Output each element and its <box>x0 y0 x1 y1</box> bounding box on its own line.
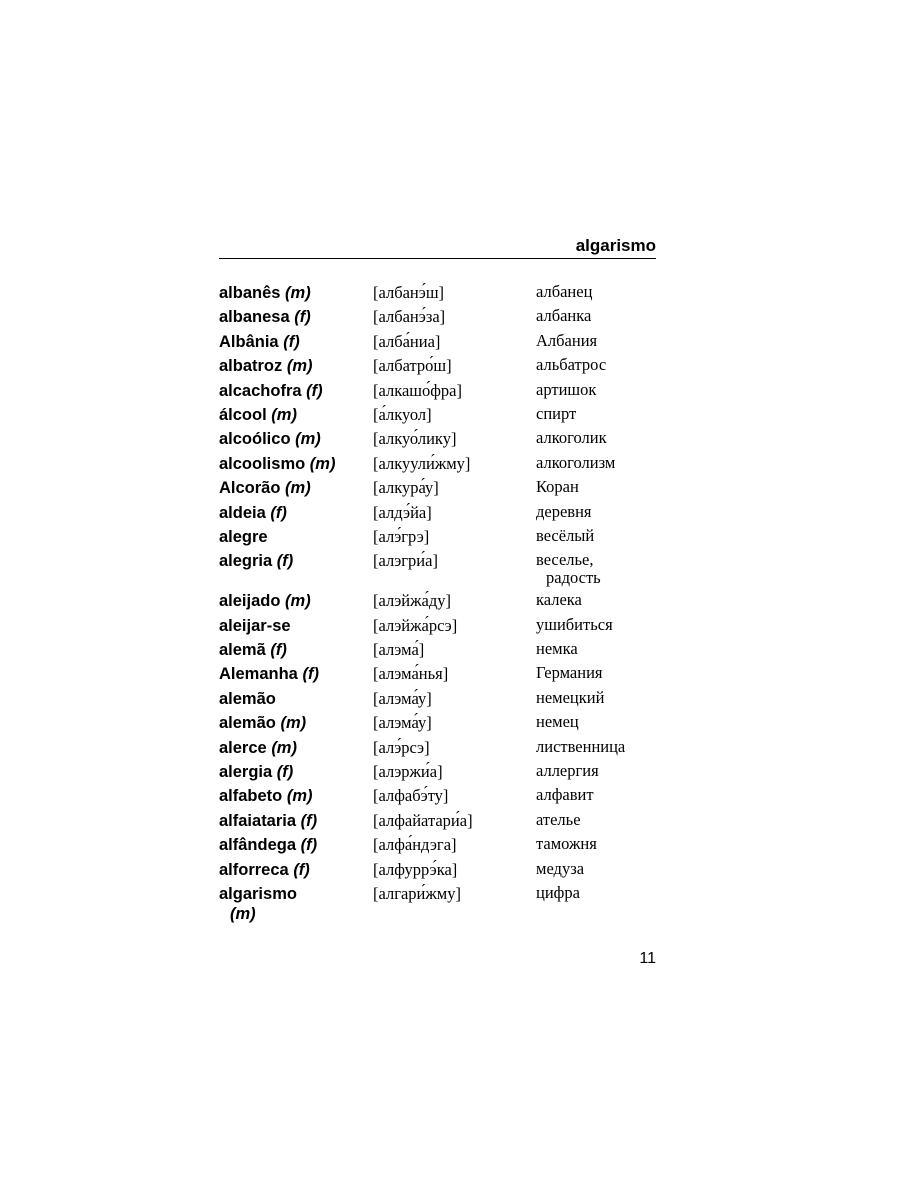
translation: алкоголик <box>536 428 607 448</box>
dictionary-entry <box>219 429 659 453</box>
dictionary-entry <box>219 762 659 786</box>
headword: alegria (f) <box>219 552 294 571</box>
headword: algarismo (m) <box>219 884 369 924</box>
pronunciation: [алэгри́а] <box>373 551 438 571</box>
pronunciation: [а́лкуол] <box>373 404 432 424</box>
gender-label: (m) <box>286 787 313 806</box>
translation: веселье, радость <box>536 550 601 588</box>
dictionary-entry <box>219 811 659 835</box>
dictionary-entry <box>219 503 659 527</box>
headword: Alcorão (m) <box>219 479 311 498</box>
gender-label: (f) <box>270 641 287 660</box>
pronunciation: [албатро́ш] <box>373 356 452 376</box>
dictionary-entry <box>219 307 659 331</box>
headword: alcoólico (m) <box>219 430 321 449</box>
gender-label: (f) <box>300 836 318 855</box>
translation: калека <box>536 590 582 610</box>
headword: alforreca (f) <box>219 860 310 879</box>
translation: немец <box>536 712 579 732</box>
gender-label: (f) <box>293 860 310 879</box>
dictionary-entry <box>219 713 659 737</box>
headword: alfabeto (m) <box>219 787 313 806</box>
dictionary-entry <box>219 356 659 380</box>
dictionary-entry <box>219 283 659 307</box>
pronunciation: [алэйжа́ду] <box>373 591 451 611</box>
translation: немка <box>536 639 578 659</box>
pronunciation: [алфайатари́а] <box>373 810 473 830</box>
dictionary-entry <box>219 551 659 591</box>
headword: albatroz (m) <box>219 357 313 376</box>
translation: албанец <box>536 282 593 301</box>
headword: alemão (m) <box>219 714 307 733</box>
translation: албанка <box>536 306 592 326</box>
headword: albanês (m) <box>219 284 311 302</box>
headword: alcoolismo (m) <box>219 454 336 473</box>
pronunciation: [алкура́у] <box>373 478 439 498</box>
dictionary-entry <box>219 332 659 356</box>
headword: albanesa (f) <box>219 308 311 327</box>
translation: Коран <box>536 477 579 497</box>
translation: алкоголизм <box>536 452 616 472</box>
translation: аллергия <box>536 761 599 781</box>
headword: alegre <box>219 527 268 546</box>
pronunciation: [алэйжа́рсэ] <box>373 615 458 635</box>
gender-label: (m) <box>285 592 311 611</box>
headword: aleijar-se <box>219 616 291 635</box>
translation: таможня <box>536 834 597 854</box>
gender-label: (f) <box>306 381 323 400</box>
pronunciation: [алкуо́лику] <box>373 429 457 449</box>
pronunciation: [алэ́грэ] <box>373 526 430 546</box>
gender-label: (f) <box>294 308 311 327</box>
dictionary-entry <box>219 381 659 405</box>
headword: alemão <box>219 689 276 708</box>
gender-label: (m) <box>271 405 297 424</box>
pronunciation: [албанэ́ш] <box>373 283 445 302</box>
pronunciation: [алэ́рсэ] <box>373 737 430 757</box>
dictionary-entry <box>219 616 659 640</box>
dictionary-entry <box>219 860 659 884</box>
headword: alfaiataria (f) <box>219 811 318 830</box>
pronunciation: [алэма́] <box>373 640 425 660</box>
dictionary-entry <box>219 527 659 551</box>
translation: Албания <box>536 330 598 350</box>
translation: Германия <box>536 663 603 683</box>
gender-label: (m) <box>285 479 311 498</box>
pronunciation: [алдэ́йа] <box>373 502 432 522</box>
gender-label: (f) <box>300 811 318 830</box>
dictionary-entry <box>219 640 659 664</box>
headword: alergia (f) <box>219 763 294 782</box>
headword: aleijado (m) <box>219 592 311 611</box>
headword: aldeia (f) <box>219 503 287 522</box>
dictionary-entry <box>219 454 659 478</box>
gender-label: (m) <box>271 738 297 757</box>
dictionary-entry <box>219 405 659 429</box>
pronunciation: [алэма́у] <box>373 713 432 733</box>
gender-label: (f) <box>276 763 294 782</box>
headword: álcool (m) <box>219 405 297 424</box>
headword: alfândega (f) <box>219 836 318 855</box>
translation: цифра <box>536 882 580 902</box>
headword: alemã (f) <box>219 641 287 660</box>
dictionary-entry <box>219 664 659 688</box>
gender-label: (m) <box>309 454 336 473</box>
translation: медуза <box>536 858 585 878</box>
translation: алфавит <box>536 785 594 805</box>
gender-label: (f) <box>276 552 294 571</box>
pronunciation: [алгари́жму] <box>373 883 461 903</box>
pronunciation: [алфабэ́ту] <box>373 786 449 806</box>
dictionary-entry <box>219 689 659 713</box>
headword: Alemanha (f) <box>219 665 319 684</box>
pronunciation: [алкуули́жму] <box>373 453 471 473</box>
dictionary-entries <box>219 283 659 924</box>
gender-label: (m) <box>286 357 313 376</box>
pronunciation: [алфа́ндэга] <box>373 835 457 855</box>
gender-label: (m) <box>285 284 311 302</box>
page-header <box>219 236 656 259</box>
translation: ателье <box>536 809 581 829</box>
pronunciation: [албанэ́за] <box>373 307 446 327</box>
gender-label: (f) <box>283 332 300 351</box>
pronunciation: [алба́ниа] <box>373 331 441 351</box>
page-number: 11 <box>639 950 656 967</box>
translation: спирт <box>536 403 577 423</box>
dictionary-entry <box>219 786 659 810</box>
gender-label: (m) <box>230 904 256 923</box>
headword: alerce (m) <box>219 738 297 757</box>
pronunciation: [алэма́нья] <box>373 664 449 684</box>
dictionary-entry <box>219 591 659 615</box>
dictionary-entry <box>219 738 659 762</box>
dictionary-entry <box>219 835 659 859</box>
translation: деревня <box>536 501 592 521</box>
dictionary-entry <box>219 884 659 924</box>
dictionary-entry <box>219 478 659 502</box>
translation: лиственница <box>536 736 626 756</box>
translation: весёлый <box>536 525 595 545</box>
pronunciation: [алэма́у] <box>373 688 432 708</box>
gender-label: (m) <box>295 430 321 449</box>
translation: ушибиться <box>536 614 613 634</box>
gender-label: (m) <box>280 714 307 733</box>
headword: Albânia (f) <box>219 332 300 351</box>
gender-label: (f) <box>270 503 287 522</box>
pronunciation: [алэржи́а] <box>373 762 443 782</box>
pronunciation: [алкашо́фра] <box>373 380 463 400</box>
running-head: algarismo <box>575 236 656 255</box>
headword: alcachofra (f) <box>219 381 323 400</box>
translation: артишок <box>536 379 597 399</box>
pronunciation: [алфуррэ́ка] <box>373 859 458 879</box>
translation: альбатрос <box>536 355 607 375</box>
gender-label: (f) <box>302 665 319 684</box>
translation: немецкий <box>536 687 605 707</box>
